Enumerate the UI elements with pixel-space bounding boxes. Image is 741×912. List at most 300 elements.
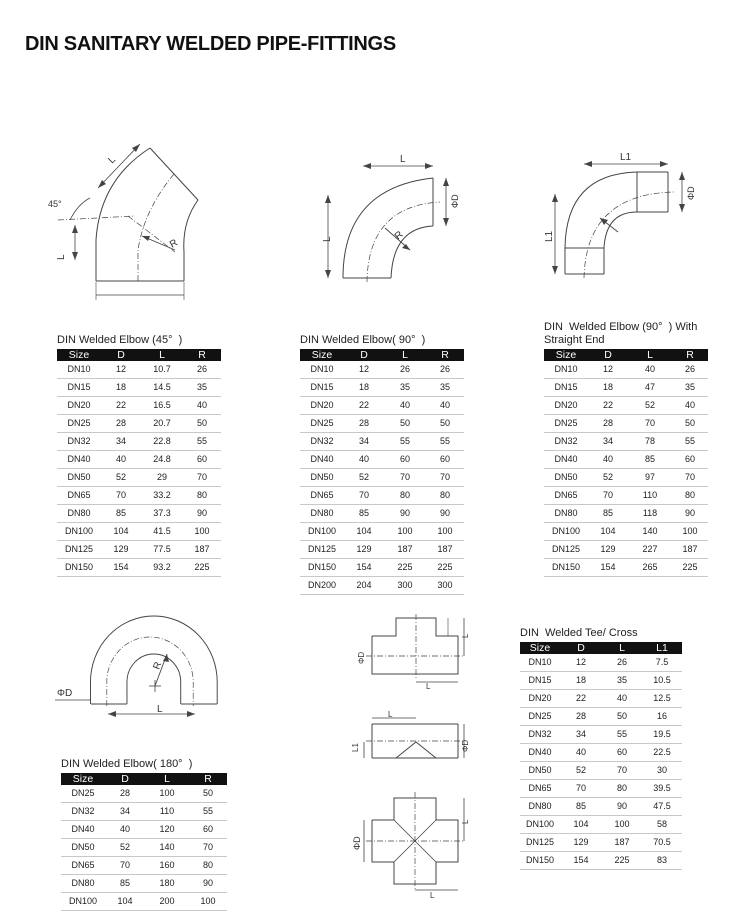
table-cell: 12 [344,361,384,379]
table-cell: 40 [560,744,602,762]
table-cell: 77.5 [141,541,183,559]
table-cell: 50 [426,415,464,433]
table-cell: 22 [344,397,384,415]
dim-label-l1: L1 [544,230,555,242]
table-cell: 70 [105,857,145,875]
table-cell: DN125 [544,541,588,559]
elbow-45-drawing [40,140,200,305]
table-cell: 12.5 [642,690,682,708]
table-cell: 40 [384,397,426,415]
table-header-row [61,773,227,785]
table-cell: DN50 [300,469,344,487]
dim-label-l1: L1 [620,152,632,163]
table-cell: DN125 [300,541,344,559]
table-cell: 24.8 [141,451,183,469]
table-cell: 55 [384,433,426,451]
table-cell: 50 [384,415,426,433]
table-cell: DN15 [520,672,560,690]
table-cell: 187 [183,541,221,559]
table-header-row [57,349,221,361]
table-cell: 70 [101,487,141,505]
table-cell: DN20 [544,397,588,415]
table-cell: 85 [588,505,628,523]
table-cell: 26 [672,361,708,379]
table-cell: DN100 [57,523,101,541]
table-cell: 204 [344,577,384,595]
table-cell: DN25 [57,415,101,433]
table-row [544,487,708,505]
table-row [544,433,708,451]
table-cell: DN10 [520,654,560,672]
table-cell: 97 [628,469,672,487]
dim-label-l: L [106,154,119,167]
table-cell: 40 [628,361,672,379]
table-cell: DN20 [300,397,344,415]
table-row [520,798,682,816]
table-cell: 18 [588,379,628,397]
table-caption: DIN Welded Elbow( 180° ) [61,758,193,770]
table-cell: DN65 [544,487,588,505]
table-row [57,505,221,523]
table-cell: 187 [672,541,708,559]
table-row [57,559,221,577]
spec-table [300,349,464,595]
table-cell: 200 [145,893,189,911]
dim-label-l: L [430,891,435,900]
dim-label-r: R [392,229,406,243]
table-row [544,361,708,379]
column-header: Size [61,773,105,785]
table-cell: 70 [384,469,426,487]
table-elbow-90-straight [544,321,708,577]
table-cell: 70 [426,469,464,487]
table-cell: DN150 [520,852,560,870]
column-header: Size [300,349,344,361]
table-cell: 90 [672,505,708,523]
table-cell: 20.7 [141,415,183,433]
elbow-90-straight-drawing [540,150,700,280]
table-cell: 26 [602,654,642,672]
table-cell: 50 [672,415,708,433]
table-cell: 180 [145,875,189,893]
table-cell: 265 [628,559,672,577]
dim-label-d: ΦD [450,194,460,208]
table-cell: 70 [189,839,227,857]
table-cell: 35 [672,379,708,397]
table-cell: 22 [560,690,602,708]
table-cell: DN50 [520,762,560,780]
dim-label-d: ΦD [686,186,696,200]
table-cell: 85 [344,505,384,523]
table-row [544,541,708,559]
table-cell: 104 [344,523,384,541]
table-row [300,559,464,577]
table-cell: 225 [426,559,464,577]
table-cell: 85 [628,451,672,469]
table-row [520,708,682,726]
table-cell: 12 [588,361,628,379]
table-cell: 129 [344,541,384,559]
table-cell: 70 [344,487,384,505]
dim-label-l: L [56,254,67,260]
table-cell: 34 [101,433,141,451]
table-cell: 154 [101,559,141,577]
table-cell: DN150 [544,559,588,577]
table-cell: 154 [560,852,602,870]
table-cell: 34 [560,726,602,744]
table-row [300,397,464,415]
table-cell: 100 [189,893,227,911]
table-cell: 16.5 [141,397,183,415]
table-row [57,469,221,487]
table-cell: 47 [628,379,672,397]
table-cell: 100 [384,523,426,541]
table-cell: 80 [189,857,227,875]
table-row [520,762,682,780]
table-row [57,361,221,379]
elbow-180-drawing [55,610,225,720]
table-cell: DN125 [520,834,560,852]
table-cell: DN100 [520,816,560,834]
spec-table [520,642,682,870]
table-cell: DN200 [300,577,344,595]
table-cell: DN20 [57,397,101,415]
table-cell: 40 [672,397,708,415]
table-cell: DN40 [57,451,101,469]
table-row [300,577,464,595]
table-cell: DN15 [57,379,101,397]
table-cell: 52 [588,469,628,487]
table-cell: 187 [426,541,464,559]
elbow-90-drawing [318,150,468,285]
table-cell: 55 [183,433,221,451]
table-cell: 140 [145,839,189,857]
spec-table [544,349,708,577]
table-cell: 40 [426,397,464,415]
column-header: L [141,349,183,361]
table-cell: 100 [426,523,464,541]
table-row [61,839,227,857]
table-cell: DN25 [61,785,105,803]
table-cell: DN40 [300,451,344,469]
table-cell: DN50 [61,839,105,857]
table-cell: 100 [602,816,642,834]
tee-drawing [350,612,470,690]
spec-table [57,349,221,577]
table-row [57,415,221,433]
table-cell: 225 [672,559,708,577]
table-cell: 7.5 [642,654,682,672]
angle-label: 45° [48,199,62,209]
table-row [61,857,227,875]
table-cell: 50 [189,785,227,803]
table-cell: 30 [642,762,682,780]
table-caption: DIN Welded Tee/ Cross [520,627,638,639]
table-row [57,397,221,415]
table-cell: 80 [384,487,426,505]
table-cell: 300 [426,577,464,595]
table-header-row [300,349,464,361]
table-cell: 104 [101,523,141,541]
table-cell: 104 [588,523,628,541]
table-row [520,744,682,762]
table-cell: 35 [183,379,221,397]
table-cell: DN100 [544,523,588,541]
table-cell: 40 [101,451,141,469]
table-cell: 60 [672,451,708,469]
table-cell: 154 [344,559,384,577]
column-header: Size [544,349,588,361]
table-cell: 26 [384,361,426,379]
table-cell: DN125 [57,541,101,559]
table-cell: 140 [628,523,672,541]
table-cell: DN80 [61,875,105,893]
table-cell: 104 [560,816,602,834]
table-row [300,523,464,541]
table-cell: 22 [101,397,141,415]
table-caption: DIN Welded Elbow (90° ) With Straight End [544,321,698,346]
table-cell: 39.5 [642,780,682,798]
table-cell: 129 [588,541,628,559]
table-cell: 14.5 [141,379,183,397]
table-cell: 52 [628,397,672,415]
table-cell: DN10 [57,361,101,379]
dim-label-l: L [388,710,393,719]
table-cell: DN80 [544,505,588,523]
table-cell: 28 [101,415,141,433]
table-row [300,541,464,559]
table-cell: 225 [602,852,642,870]
table-cell: 80 [602,780,642,798]
table-cell: 129 [101,541,141,559]
table-row [300,433,464,451]
table-cell: 70 [628,415,672,433]
table-cell: 34 [344,433,384,451]
table-cell: 120 [145,821,189,839]
column-header: D [344,349,384,361]
table-cell: 300 [384,577,426,595]
table-cell: DN20 [520,690,560,708]
table-cell: 129 [560,834,602,852]
table-cell: 70 [588,487,628,505]
tee-reduced-drawing [350,712,470,772]
table-cell: 12 [560,654,602,672]
table-cell: 55 [672,433,708,451]
table-cell: DN15 [544,379,588,397]
table-cell: DN65 [520,780,560,798]
table-elbow-90 [300,334,464,595]
table-cell: 26 [183,361,221,379]
dim-label-l: L [426,682,431,691]
table-cell: 55 [426,433,464,451]
table-cell: 100 [183,523,221,541]
table-cell: 40 [183,397,221,415]
table-row [300,505,464,523]
table-cell: 28 [105,785,145,803]
table-cell: 34 [588,433,628,451]
table-cell: 50 [602,708,642,726]
table-cell: 70.5 [642,834,682,852]
column-header: Size [57,349,101,361]
table-row [57,451,221,469]
table-cell: 80 [183,487,221,505]
table-cell: DN150 [300,559,344,577]
table-cell: DN32 [544,433,588,451]
column-header: L [384,349,426,361]
table-cell: 18 [101,379,141,397]
table-cell: 26 [426,361,464,379]
table-row [520,726,682,744]
table-tee-cross [520,627,682,870]
table-cell: 90 [384,505,426,523]
table-cell: 12 [101,361,141,379]
table-cell: 60 [602,744,642,762]
table-header-row [544,349,708,361]
table-cell: 225 [183,559,221,577]
table-cell: 52 [105,839,145,857]
table-row [520,780,682,798]
column-header: D [105,773,145,785]
table-cell: 40 [105,821,145,839]
table-caption: DIN Welded Elbow (45° ) [57,334,183,346]
table-row [57,379,221,397]
dim-label-l: L [157,704,163,715]
table-row [57,433,221,451]
table-cell: 110 [628,487,672,505]
dim-label-d: ΦD [357,651,366,664]
table-row [544,415,708,433]
table-cell: 47.5 [642,798,682,816]
table-cell: 22.8 [141,433,183,451]
table-cell: 85 [560,798,602,816]
table-cell: DN100 [300,523,344,541]
table-row [61,821,227,839]
table-row [300,487,464,505]
table-cell: 78 [628,433,672,451]
table-cell: DN50 [544,469,588,487]
column-header: R [183,349,221,361]
table-cell: 33.2 [141,487,183,505]
cross-drawing [350,790,470,900]
column-header: D [588,349,628,361]
table-row [544,523,708,541]
table-cell: 227 [628,541,672,559]
table-cell: DN25 [300,415,344,433]
table-cell: DN32 [61,803,105,821]
table-row [300,361,464,379]
table-cell: 187 [384,541,426,559]
table-cell: 28 [588,415,628,433]
column-header: L [628,349,672,361]
dim-label-d: ΦD [461,739,470,752]
table-cell: 70 [602,762,642,780]
dim-label-l: L [461,633,470,638]
table-caption: DIN Welded Elbow( 90° ) [300,334,426,346]
table-cell: 52 [560,762,602,780]
table-row [520,834,682,852]
table-cell: 70 [183,469,221,487]
table-cell: DN25 [544,415,588,433]
table-cell: 80 [672,487,708,505]
table-cell: 100 [672,523,708,541]
table-cell: 90 [183,505,221,523]
table-cell: 10.7 [141,361,183,379]
table-cell: 154 [588,559,628,577]
page-title: DIN SANITARY WELDED PIPE-FITTINGS [25,33,396,55]
table-row [61,893,227,911]
table-row [544,379,708,397]
table-cell: 41.5 [141,523,183,541]
column-header: D [101,349,141,361]
dim-label-r: R [168,237,180,251]
table-cell: 70 [672,469,708,487]
table-cell: DN25 [520,708,560,726]
dim-label-l: L [322,236,333,242]
table-cell: 50 [183,415,221,433]
table-cell: DN80 [300,505,344,523]
table-cell: DN65 [57,487,101,505]
table-row [520,852,682,870]
column-header: R [426,349,464,361]
table-cell: 90 [426,505,464,523]
table-header-row [520,642,682,654]
table-cell: 16 [642,708,682,726]
spec-table [61,773,227,911]
column-header: R [672,349,708,361]
table-cell: 18 [560,672,602,690]
dim-label-l: L [461,819,470,824]
dim-label-d: ΦD [57,688,73,699]
table-cell: DN50 [57,469,101,487]
table-cell: 10.5 [642,672,682,690]
table-cell: 18 [344,379,384,397]
table-cell: 35 [384,379,426,397]
table-cell: 28 [560,708,602,726]
table-cell: DN40 [520,744,560,762]
dim-label-r: R [151,660,165,672]
table-cell: 85 [101,505,141,523]
column-header: L [145,773,189,785]
table-cell: 60 [426,451,464,469]
table-cell: DN32 [300,433,344,451]
table-cell: DN65 [61,857,105,875]
table-row [300,415,464,433]
table-cell: 40 [344,451,384,469]
table-cell: 83 [642,852,682,870]
table-cell: 225 [384,559,426,577]
table-cell: 35 [426,379,464,397]
table-row [61,875,227,893]
table-cell: 40 [602,690,642,708]
table-cell: 104 [105,893,145,911]
table-cell: DN10 [544,361,588,379]
column-header: Size [520,642,560,654]
table-row [520,672,682,690]
table-row [544,397,708,415]
table-cell: 93.2 [141,559,183,577]
table-row [300,451,464,469]
table-row [300,379,464,397]
table-cell: DN65 [300,487,344,505]
column-header: L [602,642,642,654]
table-cell: 22 [588,397,628,415]
table-elbow-45 [57,334,221,577]
table-cell: 28 [344,415,384,433]
table-cell: 55 [189,803,227,821]
table-cell: 55 [602,726,642,744]
table-cell: 100 [145,785,189,803]
dim-label-d: ΦD [352,836,362,850]
